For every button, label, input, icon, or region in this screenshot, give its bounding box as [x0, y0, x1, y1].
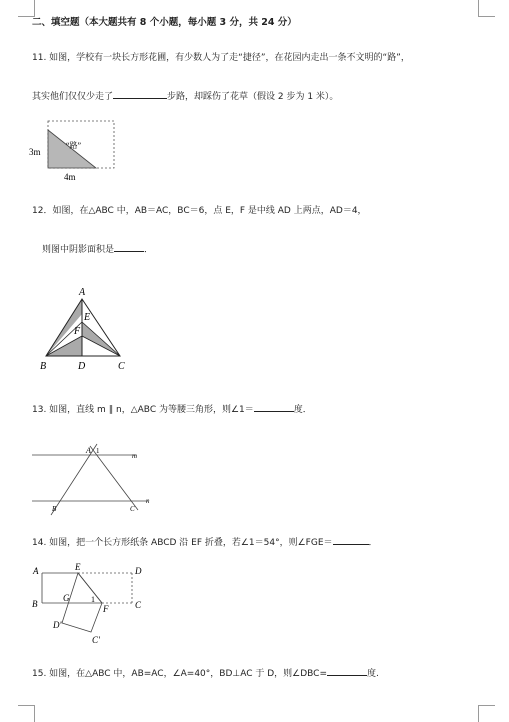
- q13-label-c: C: [130, 505, 135, 513]
- q11-text-a: 其实他们仅仅少走了: [32, 92, 114, 102]
- q13-text-b: 度．: [293, 405, 312, 415]
- q12-line1: 12．如图，在△ABC 中，AB＝AC，BC＝6，点 E，F 是中线 AD 上两点，AD＝4，: [32, 206, 367, 216]
- q13-label-m: m: [132, 452, 138, 460]
- corner-mark-top-right: [478, 0, 495, 17]
- q13-answer-blank[interactable]: [254, 402, 294, 412]
- q12-label-f: F: [74, 326, 81, 337]
- q11-line2: [32, 89, 338, 103]
- q14-line1: [32, 535, 378, 549]
- corner-mark-bottom-left: [18, 705, 35, 722]
- q13-label-b: B: [52, 505, 57, 513]
- q11-figure: [28, 118, 120, 186]
- corner-mark-bottom-right: [478, 705, 495, 722]
- q14-label-c: C: [135, 600, 142, 610]
- q15-answer-blank[interactable]: [327, 666, 367, 676]
- q13-label-1: 1: [96, 447, 100, 455]
- q12-answer-blank[interactable]: [114, 242, 144, 252]
- q11-line1: 11. 如图，学校有一块长方形花圃，有少数人为了走“捷径”，在花园内走出一条不文明的“路”，: [32, 53, 410, 63]
- q12-text-a: 则图中阴影面积是: [42, 245, 115, 255]
- q14-text-a: 14. 如图，把一个长方形纸条 ABCD 沿 EF 折叠，若∠1＝54°，则∠FGE＝: [32, 538, 333, 548]
- q11-answer-blank[interactable]: [113, 89, 167, 99]
- q14-label-e: E: [75, 562, 81, 572]
- q11-label-3m: 3m: [29, 147, 41, 157]
- q14-label-c-prime: C': [92, 635, 100, 645]
- corner-mark-top-left: [18, 0, 35, 17]
- q14-label-b: B: [32, 599, 38, 609]
- q11-label-road: “路”: [66, 141, 82, 150]
- q13-figure: [30, 440, 160, 518]
- q12-label-e: E: [84, 312, 91, 323]
- q13-label-n: n: [146, 497, 150, 505]
- q12-text-b: ．: [144, 245, 154, 255]
- q14-label-a: A: [33, 566, 39, 576]
- q12-label-a: A: [79, 287, 86, 298]
- q14-label-g: G: [63, 593, 70, 603]
- q14-figure: [30, 560, 152, 650]
- q14-label-1: 1: [91, 595, 95, 604]
- q14-text-b: ．: [368, 538, 378, 548]
- q15-text-a: 15. 如图，在△ABC 中，AB=AC，∠A=40°，BD⊥AC 于 D，则∠DBC=: [32, 669, 328, 679]
- q12-figure: [34, 284, 134, 376]
- q12-label-c: C: [118, 361, 125, 372]
- q12-label-b: B: [40, 361, 47, 372]
- q13-text-a: 13. 如图，直线 m ∥ n，△ABC 为等腰三角形，则∠1＝: [32, 405, 254, 415]
- q13-line-ac: [90, 446, 138, 510]
- section-heading: 二、填空题（本大题共有 8 个小题，每小题 3 分，共 24 分）: [32, 17, 297, 28]
- q12-line2: [42, 242, 153, 256]
- q15-text-b: 度.: [367, 669, 379, 679]
- q15-line1: [32, 666, 379, 680]
- q14-label-f: F: [103, 604, 109, 614]
- q11-label-4m: 4m: [64, 172, 76, 182]
- q13-line1: [32, 402, 312, 416]
- q12-label-d: D: [78, 361, 86, 372]
- q14-label-d-prime: D': [53, 620, 62, 630]
- q14-answer-blank[interactable]: [333, 535, 369, 545]
- q11-text-b: 步路，却踩伤了花草（假设 2 步为 1 米）。: [167, 92, 339, 102]
- q13-label-a: A: [86, 446, 91, 455]
- q14-label-d: D: [135, 566, 142, 576]
